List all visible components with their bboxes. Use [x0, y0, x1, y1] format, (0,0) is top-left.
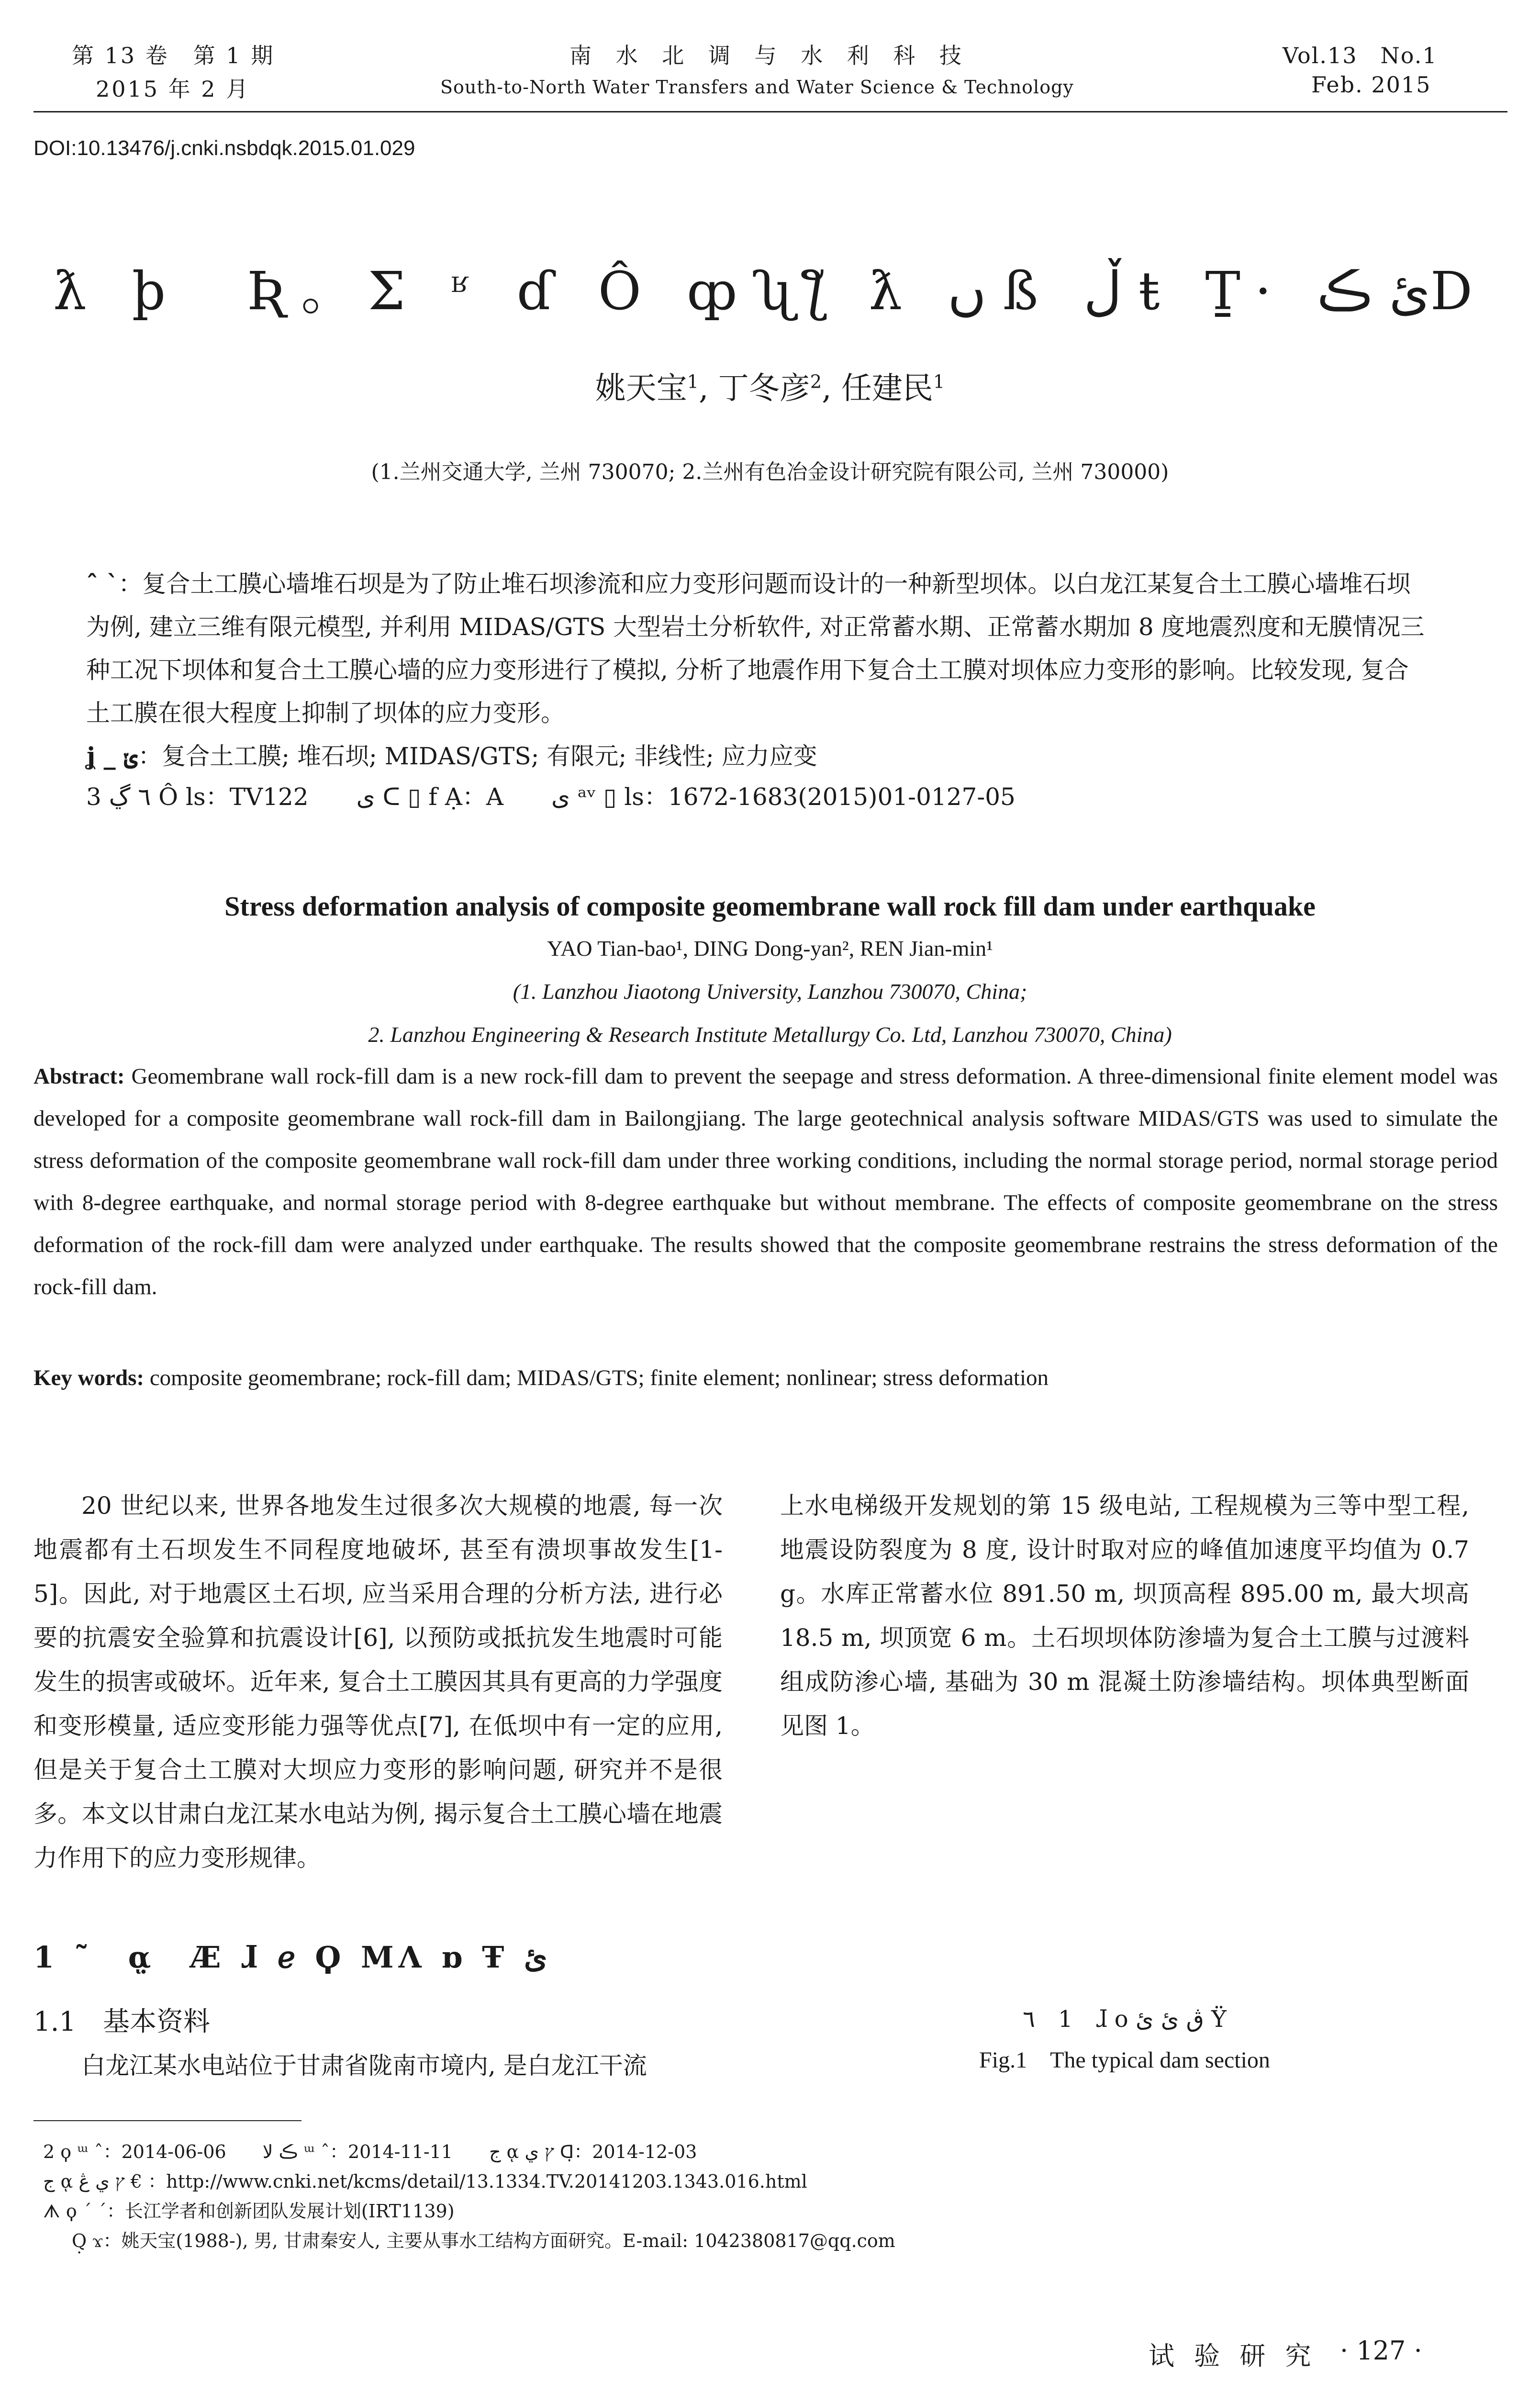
title-en: Stress deformation analysis of composite geomembrane wall rock fill dam under earthquake [224, 891, 1316, 922]
section-1-1-label: 1.1 基本资料 [33, 2006, 211, 2037]
footnote-url: ج ᾳ ץ ي ڠ € ：http://www.cnki.net/kcms/detail/13.1334.TV.20141203.1343.016.html [43, 2171, 807, 2192]
header-date-en: Feb. 2015 [1311, 72, 1431, 98]
author-2-sup: 2 [810, 371, 822, 393]
header-journal-cn: 南 水 北 调 与 水 利 科 技 [569, 43, 970, 68]
abstract-cn [86, 562, 1426, 735]
section-1-heading: 1 ˜ ᾳ̣ Æ ɺ ℯ Ϙ MɅ ɒ Ŧ ئ [33, 1940, 547, 1975]
abstract-en-label: Abstract: [33, 1064, 125, 1089]
doi: DOI:10.13476/j.cnki.nsbdqk.2015.01.029 [33, 136, 415, 160]
footnote-author: Q̣ ϫ：姚天宝(1988-), 男, 甘肃秦安人, 主要从事水工结构方面研究。E-mail: 1042380817@qq.com [72, 2230, 895, 2251]
figure-caption-en: Fig.1 The typical dam section [979, 2047, 1270, 2073]
author-1-sup: 1 [687, 371, 699, 393]
header-date-cn: 2015 年 2 月 [96, 76, 250, 102]
abstract-en [33, 1055, 1498, 1308]
header-vol-issue-en: Vol.13 No.1 [1283, 43, 1438, 68]
page-number: · 127 · [1340, 2336, 1422, 2366]
keywords-cn [86, 735, 1426, 778]
abstract-cn-label: ˆ ˋ [86, 570, 119, 598]
body-right-paragraph-1: 上水电梯级开发规划的第 15 级电站, 工程规模为三等中型工程, 地震设防裂度为 8 度, 设计时取对应的峰值加速度平均值为 0.7 g。水库正常蓄水位 891.50 m, 坝顶高程 895.00 m, 最大坝高 18.5 m, 坝顶宽 6 m。土石坝坝体防渗墙为复合土工膜与过渡料组成防渗心墙, 基础为 30 m 混凝土防渗墙结构。坝体典型断面见图 1。 [780, 1492, 1469, 1740]
abstract-cn-text: ：复合土工膜心墙堆石坝是为了防止堆石坝渗流和应力变形问题而设计的一种新型坝体。以白龙江某复合土工膜心墙堆石坝为例, 建立三维有限元模型, 并利用 MIDAS/GTS 大型岩土分析软件, 对正常蓄水期、正常蓄水期加 8 度地震烈度和无膜情况三种工况下坝体和复合土工膜心墙的应力变形进行了模拟, 分析了地震作用下复合土工膜对坝体应力变形的影响。比较发现, 复合土工膜在很大程度上抑制了坝体的应力变形。 [86, 570, 1425, 727]
keywords-en-text: composite geomembrane; rock-fill dam; MIDAS/GTS; finite element; nonlinear; stress deformation [149, 1365, 1049, 1390]
author-3: 任建民 [841, 371, 933, 406]
affiliation-en-2: 2. Lanzhou Engineering & Research Institute Metallurgy Co. Ltd, Lanzhou 730070, China) [368, 1022, 1172, 1047]
body-left-paragraph-2: 白龙江某水电站位于甘肃省陇南市境内, 是白龙江干流 [81, 2052, 647, 2080]
keywords-en [33, 1357, 1498, 1399]
footnote-rule [33, 2120, 301, 2121]
author-1: 姚天宝 [595, 371, 687, 406]
body-left-paragraph-1: 20 世纪以来, 世界各地发生过很多次大规模的地震, 每一次地震都有土石坝发生不同程度地破坏, 甚至有溃坝事故发生[1-5]。因此, 对于地震区土石坝, 应当采用合理的分析方法, 进行必要的抗震安全验算和抗震设计[6], 以预防或抵抗发生地震时可能发生的损害或破坏。近年来, 复合土工膜因其具有更高的力学强度和变形模量, 适应变形能力强等优点[7], 在低坝中有一定的应用, 但是关于复合土工膜对大坝应力变形的影响问题, 研究并不是很多。本文以甘肃白龙江某水电站为例, 揭示复合土工膜心墙在地震力作用下的应力变形规律。 [33, 1492, 723, 1872]
header-vol-issue-cn: 第 13 卷 第 1 期 [72, 43, 275, 68]
clc-line: 3 ٦ ڲ Ô ls：TV122 ی ᑕ ▯ f Ạ：A ی ᵃᵛ ▯ ls：1672-1683(2015)01-0127-05 [86, 783, 1016, 811]
footnote-fund: ᗑ ϙ ˊ ˊ：长江学者和创新团队发展计划(IRT1139) [43, 2201, 455, 2222]
author-2: 丁冬彦 [718, 371, 810, 406]
header-rule [33, 111, 1507, 112]
header-journal-en: South-to-North Water Transfers and Water Science & Technology [440, 77, 1074, 98]
section-1-1-heading [33, 2001, 210, 2039]
footnote-dates: 2 ϙ ᵚ ˆ：2014-06-06 ڪ ﻻ ᵚ ˆ：2014-11-11 ج ᾳ ץ ي ᗡ̣：2014-12-03 [43, 2141, 697, 2162]
keywords-en-label: Key words: [33, 1365, 145, 1390]
title-cn: ƛ þ Ʀ。Σ ʶ ɗ Ô ȹʯƪ ƛ ں ß ڵ ŧ Ṯ· ئ ڪD [53, 260, 1487, 322]
keywords-cn-label: ʝ _ ݵ [86, 742, 138, 770]
authors-cn: 姚天宝$^1$, 丁冬彦$^2$, 任建民$^1$ [595, 371, 945, 406]
affiliation-en-1: (1. Lanzhou Jiaotong University, Lanzhou 730070, China; [513, 979, 1027, 1004]
affiliation-cn: (1.兰州交通大学, 兰州 730070; 2.兰州有色冶金设计研究院有限公司, 兰州 730000) [371, 460, 1169, 484]
keywords-cn-text: ：复合土工膜; 堆石坝; MIDAS/GTS; 有限元; 非线性; 应力应变 [138, 742, 817, 770]
authors-en: YAO Tian-bao¹, DING Dong-yan², REN Jian-min¹ [547, 936, 993, 961]
page-footer-section: 试 验 研 究 [1149, 2341, 1317, 2371]
author-3-sup: 1 [933, 371, 945, 393]
abstract-en-text: Geomembrane wall rock-fill dam is a new rock-fill dam to prevent the seepage and stress deformation. A three-dimensional finite element model was developed for a composite geomembrane wall rock-fill dam in Bailongjiang. The large geotechnical analysis software MIDAS/GTS was used to simulate the stress deformation of the composite geomembrane wall rock-fill dam under three working conditions, including the normal storage period, normal storage period with 8-degree earthquake, and normal storage period with 8-degree earthquake but without membrane. The effects of composite geomembrane on the stress deformation of the rock-fill dam were analyzed under earthquake. The results showed that the composite geomembrane restrains the stress deformation of the rock-fill dam. [33, 1064, 1498, 1299]
figure-title-cn: ٦ 1 ɺ o ڨ ئ ئ Ÿ [1023, 2006, 1227, 2033]
